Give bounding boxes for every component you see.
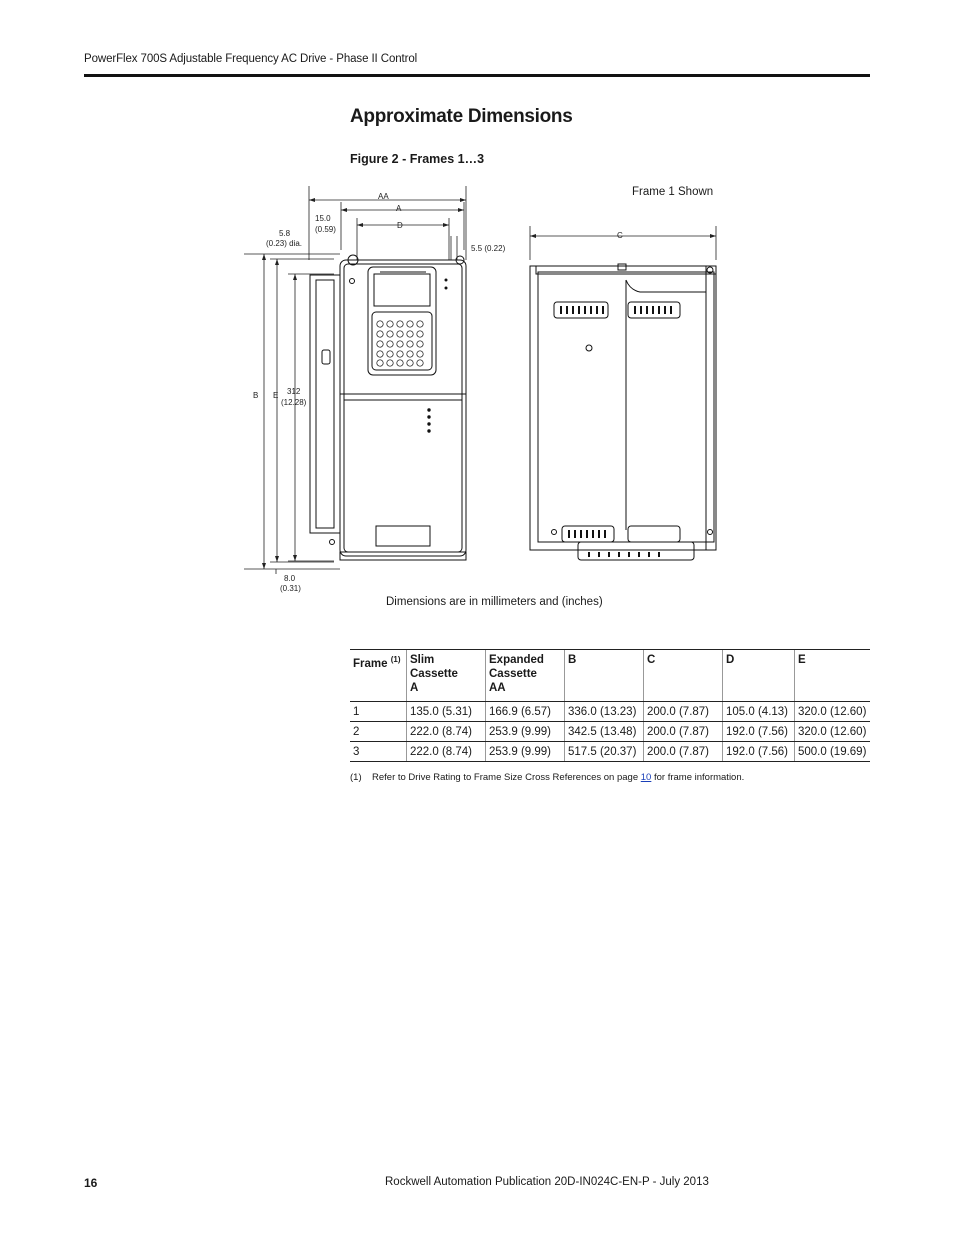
footnote-number: (1)	[350, 772, 362, 783]
table-cell: 192.0 (7.56)	[723, 742, 795, 762]
label-mount-unit: (12.28)	[281, 398, 307, 407]
page-number: 16	[84, 1176, 98, 1190]
table-cell: 2	[350, 722, 407, 742]
dimensions-table	[350, 649, 870, 762]
running-header: PowerFlex 700S Adjustable Frequency AC Drive - Phase II Control	[84, 53, 418, 65]
table-cell: 342.5 (13.48)	[565, 722, 644, 742]
label-e: E	[273, 391, 279, 400]
header-frame: Frame $^{(1)}$	[350, 650, 407, 702]
table-cell: 222.0 (8.74)	[407, 742, 486, 762]
table-cell: 253.9 (9.99)	[486, 742, 565, 762]
footnote-text-before: Refer to Drive Rating to Frame Size Cross References on page	[372, 772, 641, 783]
label-hole-unit: (0.23) dia.	[266, 239, 303, 248]
table-cell: 166.9 (6.57)	[486, 702, 565, 722]
table-cell: 192.0 (7.56)	[723, 722, 795, 742]
label-bottom-value: 8.0	[284, 574, 296, 583]
frame-footnote-ref: (1)	[390, 655, 401, 664]
footer-publication: Rockwell Automation Publication 20D-IN024C-EN-P - July 2013	[385, 1176, 709, 1188]
table-row	[350, 722, 870, 742]
header-expanded-cassette: Expanded Cassette AA	[486, 650, 565, 702]
table-cell: 336.0 (13.23)	[565, 702, 644, 722]
table-row	[350, 742, 870, 762]
label-bottom-unit: (0.31)	[280, 584, 301, 593]
table-cell: 517.5 (20.37)	[565, 742, 644, 762]
table-cell: 105.0 (4.13)	[723, 702, 795, 722]
label-side-gap: 5.5 (0.22)	[471, 244, 506, 253]
table-cell: 200.0 (7.87)	[644, 742, 723, 762]
header-slim-cassette: Slim Cassette A	[407, 650, 486, 702]
frame-shown-note: Frame 1 Shown	[632, 186, 714, 198]
label-a: A	[396, 204, 402, 213]
units-note: Dimensions are in millimeters and (inches)	[386, 596, 603, 608]
table-cell: 500.0 (19.69)	[795, 742, 871, 762]
label-mount-value: 312	[287, 387, 301, 396]
label-offset-unit: (0.59)	[315, 225, 336, 234]
header-b: B	[565, 650, 644, 702]
figure-caption: Figure 2 - Frames 1…3	[350, 152, 485, 166]
footnote-text-after: for frame information.	[651, 772, 745, 783]
table-row	[350, 702, 870, 722]
table-cell: 3	[350, 742, 407, 762]
table-cell: 200.0 (7.87)	[644, 722, 723, 742]
header-c: C	[644, 650, 723, 702]
table-cell: 200.0 (7.87)	[644, 702, 723, 722]
table-cell: 253.9 (9.99)	[486, 722, 565, 742]
table-cell: 135.0 (5.31)	[407, 702, 486, 722]
table-cell: 1	[350, 702, 407, 722]
label-b: B	[253, 391, 259, 400]
label-aa: AA	[378, 192, 389, 201]
label-d: D	[397, 221, 403, 230]
label-c: C	[617, 231, 623, 240]
dimension-drawing	[230, 180, 750, 620]
label-offset-value: 15.0	[315, 214, 331, 223]
footnote	[350, 772, 744, 783]
table-header-row	[350, 650, 870, 702]
table-cell: 222.0 (8.74)	[407, 722, 486, 742]
label-hole-value: 5.8	[279, 229, 291, 238]
header-d: D	[723, 650, 795, 702]
header-e: E	[795, 650, 871, 702]
table-cell: 320.0 (12.60)	[795, 722, 871, 742]
header-rule	[84, 74, 870, 77]
section-title: Approximate Dimensions	[350, 106, 573, 127]
table-cell: 320.0 (12.60)	[795, 702, 871, 722]
footnote-page-link[interactable]: 10	[640, 772, 652, 783]
drive-outline-svg	[230, 180, 750, 620]
